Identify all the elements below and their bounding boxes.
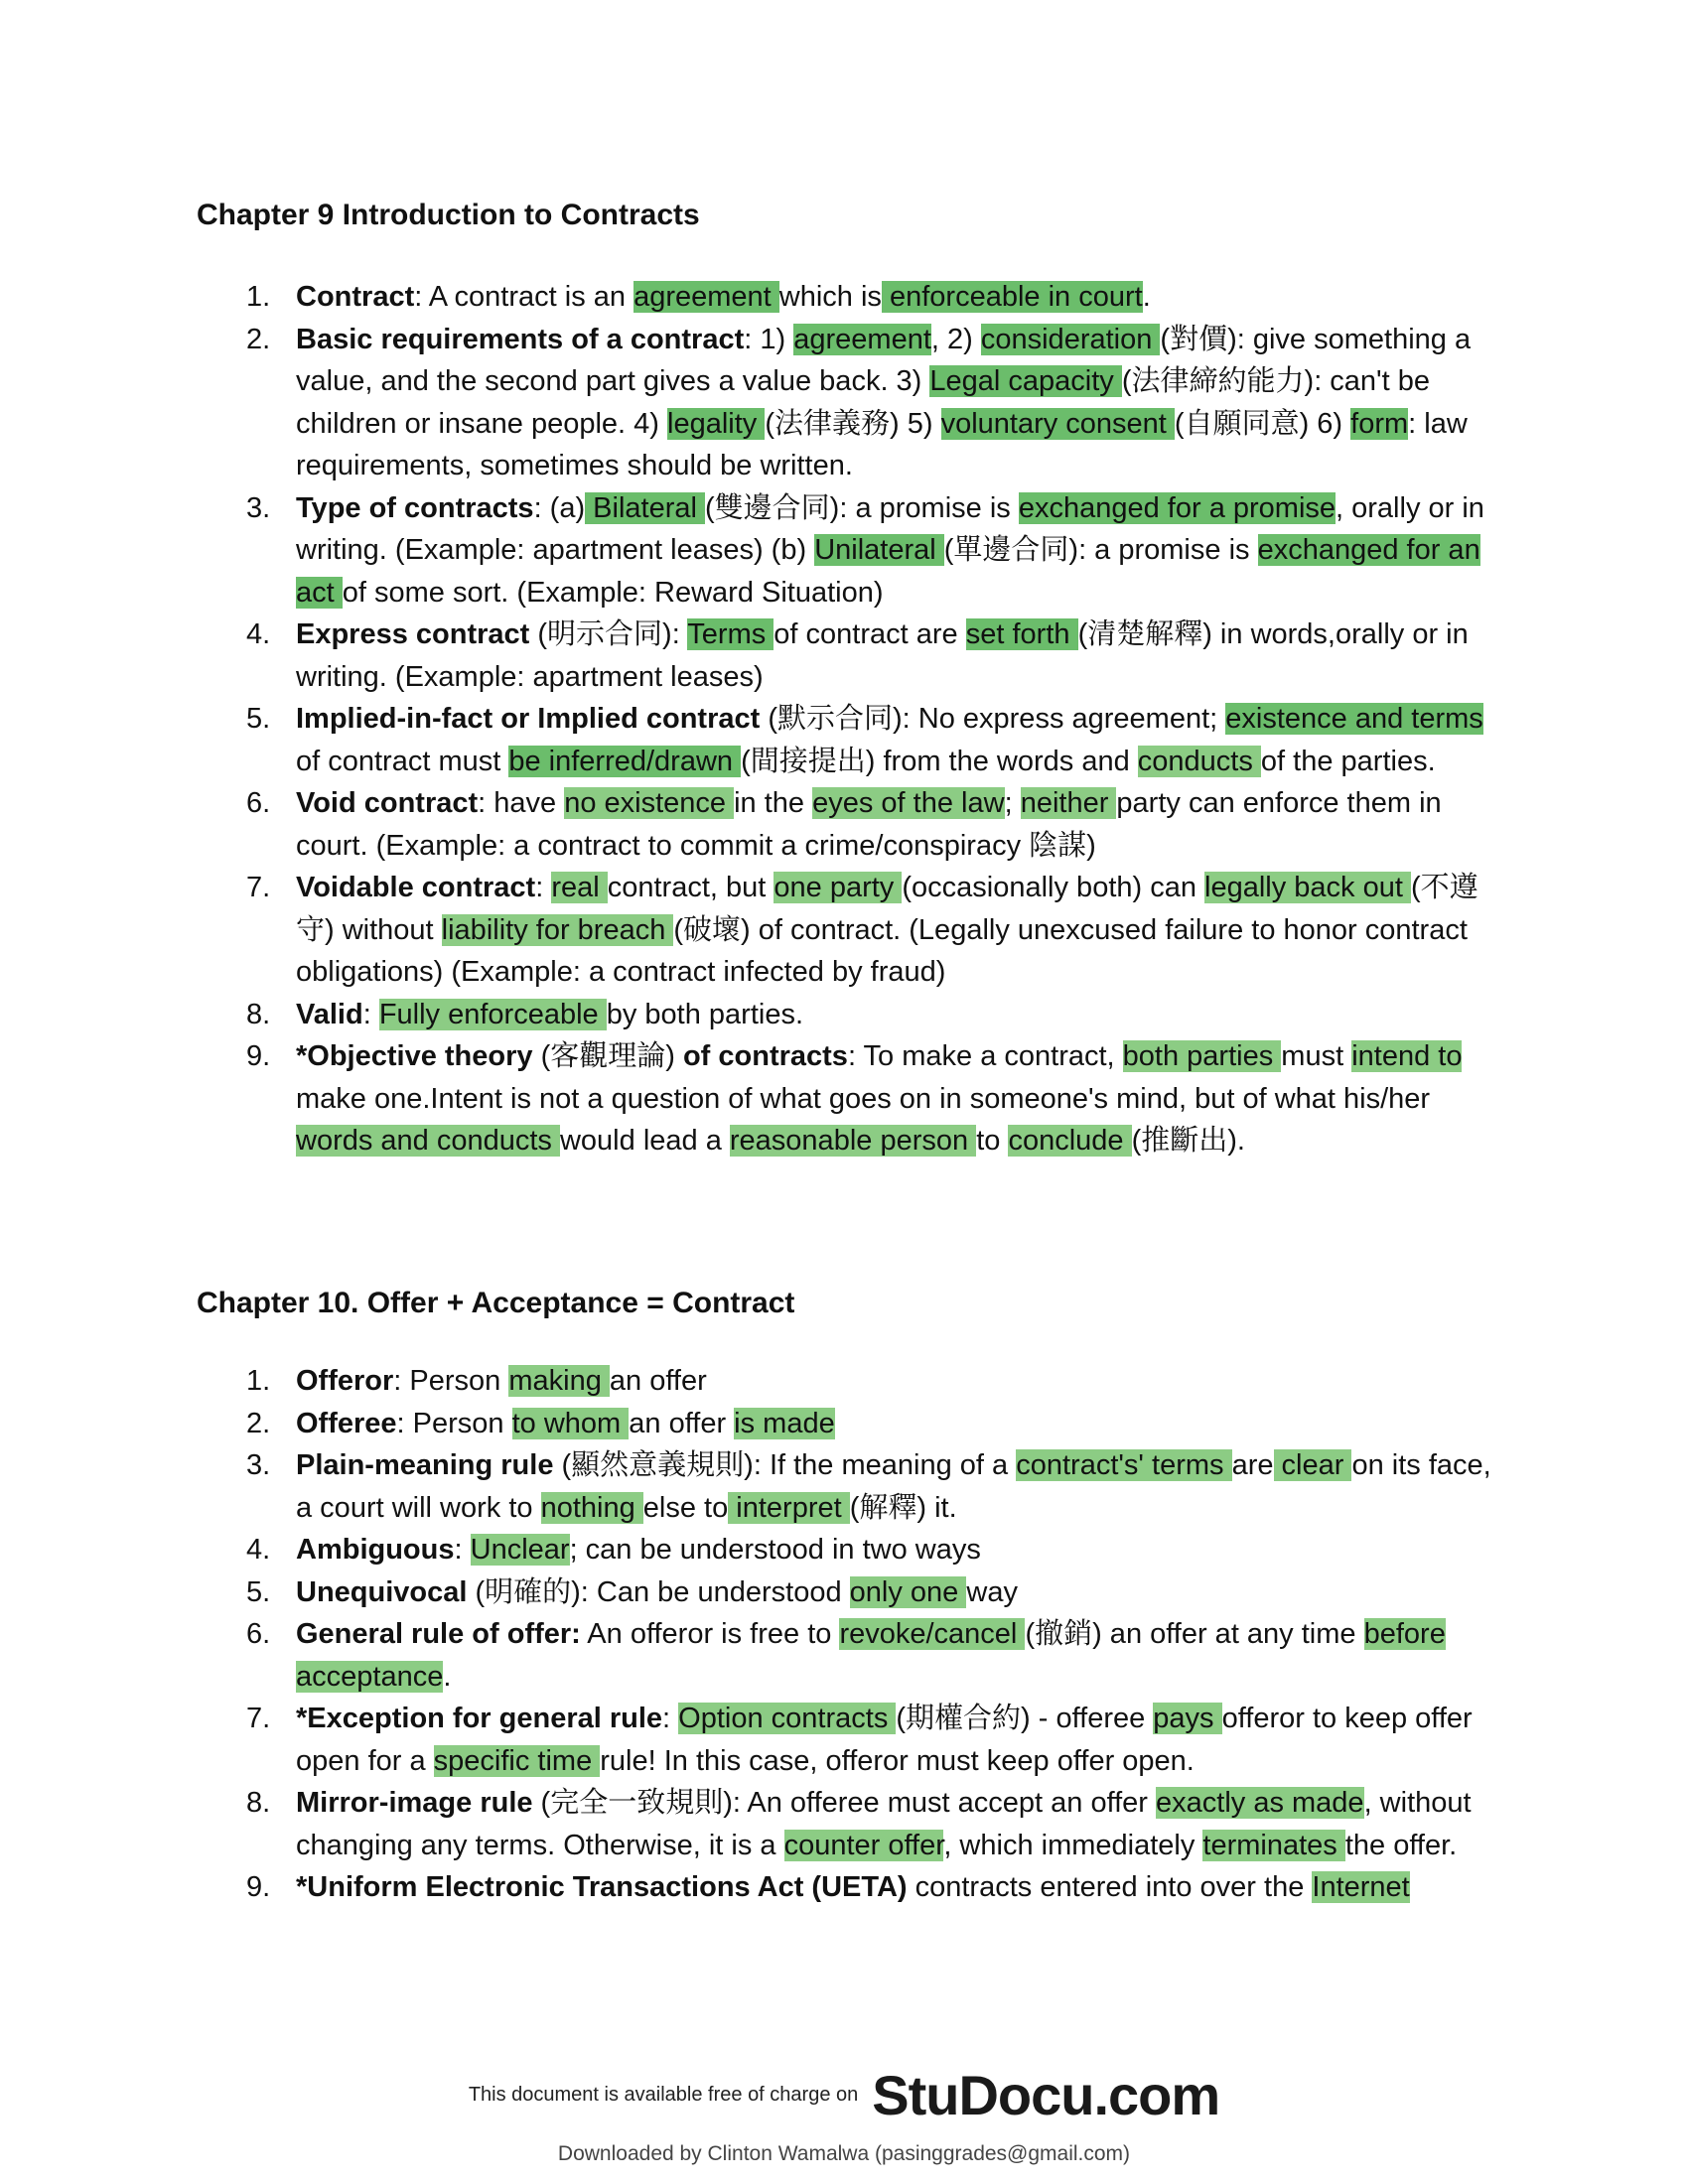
list-item	[246, 1613, 1497, 1698]
list-item-text: Express contract (明示合同): Terms of contract are set forth (清楚解釋) in words,orally or in writing. (Example: apartment leases)	[296, 618, 1469, 693]
list-item-number: 1.	[246, 1365, 271, 1397]
footer-downloaded-by: Downloaded by Clinton Wamalwa (pasinggrades@gmail.com)	[557, 2142, 1131, 2165]
list-item	[246, 1529, 1497, 1571]
list-item	[246, 1403, 1497, 1445]
list-item	[246, 1035, 1497, 1162]
list-item	[246, 487, 1497, 614]
list-item-number: 3.	[246, 1449, 271, 1481]
list-item-number: 6.	[246, 787, 271, 819]
list-item	[246, 1866, 1497, 1909]
list-item	[246, 319, 1497, 487]
list-item-text: General rule of offer: An offeror is free to revoke/cancel (撤銷) an offer at any time before acceptance.	[296, 1618, 1446, 1693]
list-item-text: Implied-in-fact or Implied contract (默示合同): No express agreement; existence and terms of contract must be inferred/drawn (間接提出) from the words and conducts of the parties.	[296, 703, 1483, 777]
list-item-text: Valid: Fully enforceable by both parties.	[296, 998, 804, 1030]
list-item	[246, 867, 1497, 994]
chapter-10-title: Chapter 10. Offer + Acceptance = Contract	[197, 1287, 795, 1319]
list-item-text: Plain-meaning rule (顯然意義規則): If the meaning of a contract's' terms are clear on its face, a court will work to nothing else to interpret (解釋) it.	[296, 1449, 1491, 1524]
list-item-number: 7.	[246, 1703, 271, 1734]
list-item-number: 5.	[246, 703, 271, 735]
list-item-number: 5.	[246, 1575, 271, 1608]
chapter-9-title: Chapter 9 Introduction to Contracts	[197, 199, 700, 231]
list-item	[246, 782, 1497, 867]
list-item	[246, 614, 1497, 698]
list-item-text: *Objective theory (客觀理論) of contracts: To make a contract, both parties must intend to make one.Intent is not a question of what goes on in someone's mind, but of what his/her words and conducts would lead a reasonable person to conclude (推斷出).	[296, 1040, 1463, 1157]
list-item-number: 9.	[246, 1040, 271, 1072]
list-item	[246, 1360, 1497, 1403]
list-item-number: 8.	[246, 998, 271, 1030]
list-item-text: Offeree: Person to whom an offer is made	[296, 1407, 835, 1439]
list-item-text: *Uniform Electronic Transactions Act (UETA) contracts entered into over the Internet	[296, 1871, 1410, 1903]
list-item-number: 7.	[246, 872, 271, 903]
list-item-text: Ambiguous: Unclear; can be understood in two ways	[296, 1534, 981, 1566]
list-item-text: Unequivocal (明確的): Can be understood only one way	[296, 1575, 1018, 1608]
list-item-text: Voidable contract: real contract, but one party (occasionally both) can legally back out (不遵守) without liability for breach (破壞) of contract. (Legally unexcused failure to honor contract obligations) (Example: a contract infected by fraud)	[296, 872, 1478, 988]
studocu-logo[interactable]: StuDocu.com	[872, 2063, 1220, 2126]
list-item-number: 2.	[246, 1407, 271, 1439]
list-item-text: Type of contracts: (a) Bilateral (雙邊合同): a promise is exchanged for a promise, orally or in writing. (Example: apartment leases) (b) Unilateral (單邊合同): a promise is exchanged for an act of some sort. (Example: Reward Situation)	[296, 491, 1484, 609]
list-item	[246, 276, 1497, 319]
list-item	[246, 994, 1497, 1036]
list-item-number: 2.	[246, 323, 271, 355]
list-item-number: 4.	[246, 1534, 271, 1566]
list-item-text: Contract: A contract is an agreement which is enforceable in court.	[296, 281, 1151, 313]
chapter-9-list	[246, 276, 1497, 1162]
list-item-text: Offeror: Person making an offer	[296, 1365, 707, 1397]
footer-availability	[0, 2060, 1688, 2129]
list-item	[246, 1698, 1497, 1782]
list-item-number: 3.	[246, 491, 271, 524]
list-item	[246, 1444, 1497, 1529]
list-item-number: 1.	[246, 281, 271, 313]
chapter-10-list	[246, 1360, 1497, 1909]
list-item-number: 6.	[246, 1618, 271, 1650]
list-item	[246, 1571, 1497, 1614]
list-item-text: Basic requirements of a contract: 1) agreement, 2) consideration (對價): give something a value, and the second part gives a value back. 3) Legal capacity (法律締約能力): can't be children or insane people. 4) legality (法律義務) 5) voluntary consent (自願同意) 6) form: law requirements, sometimes should be written.	[296, 323, 1472, 481]
list-item-text: Void contract: have no existence in the eyes of the law; neither party can enforce them in court. (Example: a contract to commit a crime/conspiracy 陰謀)	[296, 787, 1442, 862]
list-item-number: 8.	[246, 1787, 271, 1819]
list-item	[246, 1782, 1497, 1866]
list-item-text: Mirror-image rule (完全一致規則): An offeree must accept an offer exactly as made, without changing any terms. Otherwise, it is a counter offer, which immediately terminates the offer.	[296, 1787, 1472, 1861]
list-item-number: 9.	[246, 1871, 271, 1903]
list-item-number: 4.	[246, 618, 271, 650]
list-item-text: *Exception for general rule: Option contracts (期權合約) - offeree pays offeror to keep offer open for a specific time rule! In this case, offeror must keep offer open.	[296, 1703, 1473, 1777]
availability-text: This document is available free of charge on	[468, 2083, 859, 2106]
list-item	[246, 698, 1497, 782]
